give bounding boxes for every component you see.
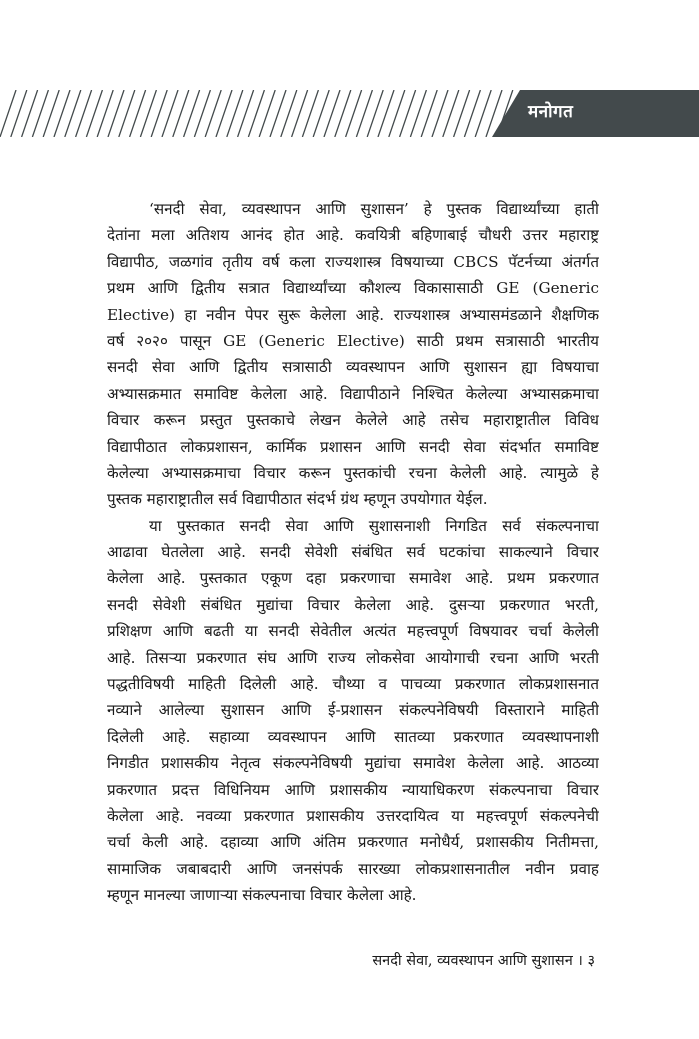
text-line: सामाजिक जबाबदारी आणि जनसंपर्क सारख्या लोकप्रशासनातील नवीन प्रवाह <box>107 859 599 878</box>
text-line: ‘सनदी सेवा, व्यवस्थापन आणि सुशासन’ हे पुस्तक विद्यार्थ्यांच्या हाती <box>149 200 599 218</box>
preface-body <box>107 196 599 909</box>
text-line: पुस्तक महाराष्ट्रातील सर्व विद्यापीठात संदर्भ ग्रंथ म्हणून उपयोगात येईल. <box>107 490 488 509</box>
text-line: केलेला आहे. नवव्या प्रकरणात प्रशासकीय उत्तरदायित्व या महत्त्वपूर्ण संकल्पनेची <box>107 806 599 825</box>
text-line: सनदी सेवा आणि द्वितीय सत्रासाठी व्यवस्थापन आणि सुशासन ह्या विषयाचा <box>107 358 599 377</box>
paragraph <box>107 513 599 909</box>
text-line: अभ्यासक्रमात समाविष्ट केलेला आहे. विद्यापीठाने निश्चित केलेल्या अभ्यासक्रमाचा <box>107 384 599 403</box>
text-line: या पुस्तकात सनदी सेवा आणि सुशासनाशी निगडित सर्व संकल्पनाचा <box>149 516 599 535</box>
text-line: पद्धतीविषयी माहिती दिलेली आहे. चौथ्या व पाचव्या प्रकरणात लोकप्रशासनात <box>107 675 599 694</box>
running-footer: सनदी सेवा, व्यवस्थापन आणि सुशासन । ३ <box>372 953 595 969</box>
text-line: प्रकरणात प्रदत्त विधिनियम आणि प्रशासकीय न्यायाधिकरण संकल्पनाचा विचार <box>107 780 599 799</box>
paragraph <box>107 196 599 513</box>
chapter-title: मनोगत <box>528 102 574 122</box>
text-line: नव्याने आलेल्या सुशासन आणि ई-प्रशासन संकल्पनेविषयी विस्ताराने माहिती <box>107 701 599 720</box>
hatched-banner <box>0 90 699 137</box>
text-line: सनदी सेवेशी संबंधित मुद्यांचा विचार केलेला आहे. दुसऱ्या प्रकरणात भरती, <box>107 595 599 614</box>
text-line: आढावा घेतलेला आहे. सनदी सेवेशी संबंधित सर्व घटकांचा साकल्याने विचार <box>107 543 599 562</box>
text-line: विचार करून प्रस्तुत पुस्तकाचे लेखन केलेले आहे तसेच महाराष्ट्रातील विविध <box>107 411 599 430</box>
text-line: वर्ष २०२० पासून GE (Generic Elective) साठी प्रथम सत्रासाठी भारतीय <box>107 331 599 350</box>
text-line: निगडीत प्रशासकीय नेतृत्व संकल्पनेविषयी मुद्यांचा समावेश केलेला आहे. आठव्या <box>107 754 599 773</box>
text-line: आहे. तिसऱ्या प्रकरणात संघ आणि राज्य लोकसेवा आयोगाची रचना आणि भरती <box>107 648 599 667</box>
text-line: विद्यापीठ, जळगांव तृतीय वर्ष कला राज्यशास्त्र विषयाच्या CBCS पॅटर्नच्या अंतर्गत <box>107 252 599 271</box>
text-line: चर्चा केली आहे. दहाव्या आणि अंतिम प्रकरणात मनोधैर्य, प्रशासकीय नितीमत्ता, <box>107 833 599 852</box>
text-line: प्रथम आणि द्वितीय सत्रात विद्यार्थ्यांच्या कौशल्य विकासासाठी GE (Generic <box>107 279 599 298</box>
text-line: केलेल्या अभ्यासक्रमाचा विचार करून पुस्तकांची रचना केलेली आहे. त्यामुळे हे <box>107 463 599 482</box>
text-line: विद्यापीठात लोकप्रशासन, कार्मिक प्रशासन आणि सनदी सेवा संदर्भात समाविष्ट <box>107 437 599 456</box>
chapter-header <box>0 90 699 137</box>
text-line: दिलेली आहे. सहाव्या व्यवस्थापन आणि सातव्या प्रकरणात व्यवस्थापनाशी <box>107 727 599 746</box>
text-line: देतांना मला अतिशय आनंद होत आहे. कवयित्री बहिणाबाई चौधरी उत्तर महाराष्ट्र <box>107 226 599 245</box>
text-line: केलेला आहे. पुस्तकात एकूण दहा प्रकरणाचा समावेश आहे. प्रथम प्रकरणात <box>107 569 599 588</box>
text-line: म्हणून मानल्या जाणाऱ्या संकल्पनाचा विचार केलेला आहे. <box>107 886 417 905</box>
text-line: Elective) हा नवीन पेपर सुरू केलेला आहे. राज्यशास्त्र अभ्यासमंडळाने शैक्षणिक <box>107 305 599 324</box>
text-line: प्रशिक्षण आणि बढती या सनदी सेवेतील अत्यंत महत्त्वपूर्ण विषयावर चर्चा केलेली <box>107 622 599 641</box>
